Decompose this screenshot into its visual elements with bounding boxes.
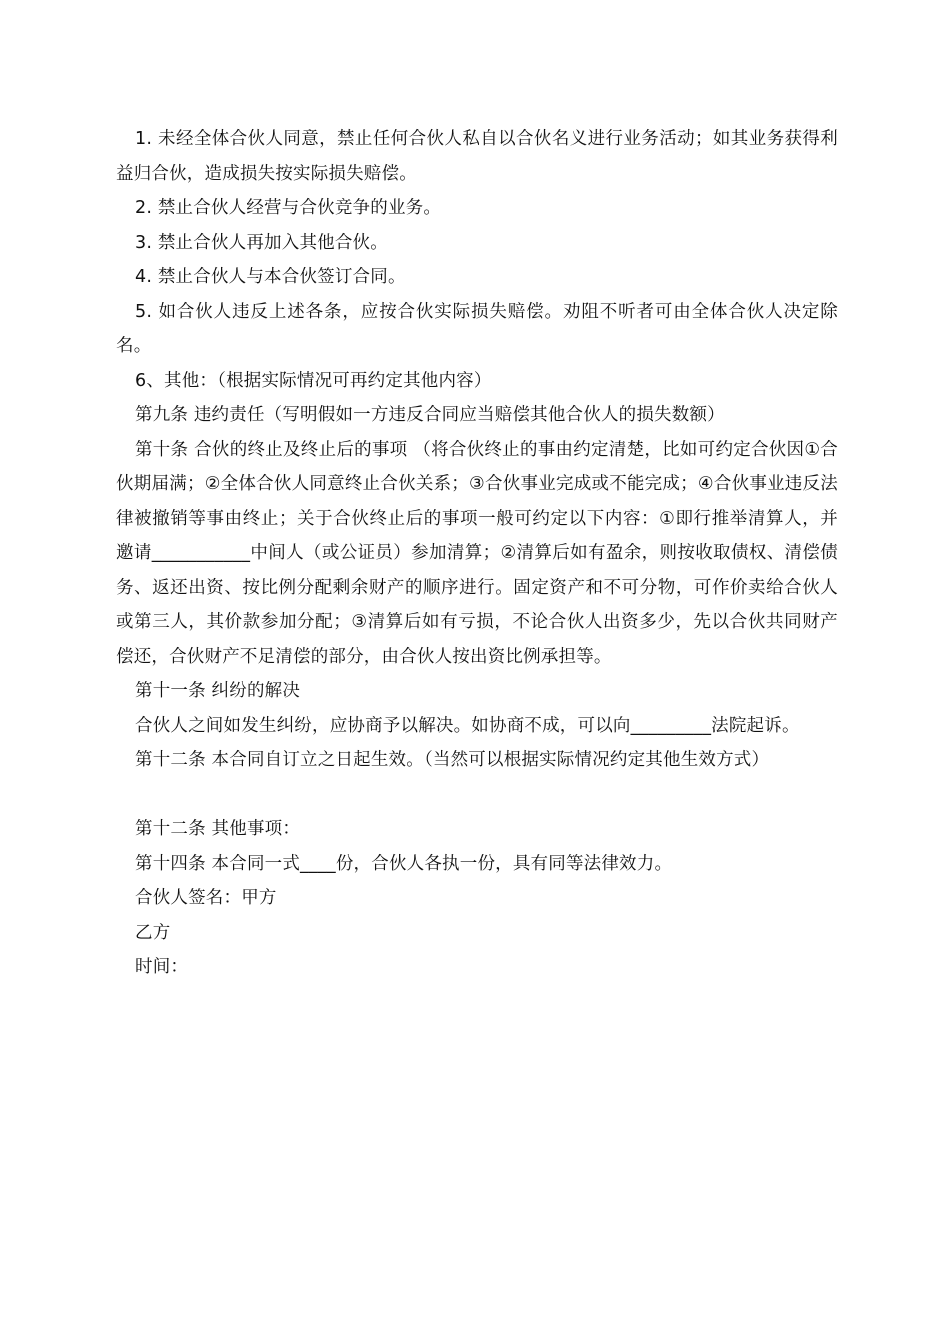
document-body [116,122,838,985]
clause-item-6: 6、其他：（根据实际情况可再约定其他内容） [135,370,492,391]
article-11-dispute-text: 合伙人之间如发生纠纷，应协商予以解决。如协商不成，可以向_________法院起诉。 [135,715,800,736]
clause-item-4: 4. 禁止合伙人与本合伙签订合同。 [135,267,406,287]
article-14-copies: 第十四条 本合同一式____份，合伙人各执一份，具有同等法律效力。 [135,853,673,874]
article-12-other-matters: 第十二条 其他事项： [135,819,301,839]
signature-party-a: 合伙人签名：甲方 [135,888,277,908]
clause-item-1: 1. 未经全体合伙人同意，禁止任何合伙人私自以合伙名义进行业务活动；如其业务获得利益归合伙，造成损失按实际损失赔偿。 [116,129,838,184]
article-9-breach-liability: 第九条 违约责任（写明假如一方违反合同应当赔偿其他合伙人的损失数额） [135,405,725,425]
clause-item-2: 2. 禁止合伙人经营与合伙竞争的业务。 [135,198,442,218]
signature-date: 时间： [135,957,189,977]
signature-party-b: 乙方 [135,922,171,943]
blank-line [116,778,838,813]
article-12-effective: 第十二条 本合同自订立之日起生效。（当然可以根据实际情况约定其他生效方式） [135,750,770,770]
article-11-heading: 第十一条 纠纷的解决 [135,681,301,701]
clause-item-3: 3. 禁止合伙人再加入其他合伙。 [135,232,388,253]
article-10-termination: 第十条 合伙的终止及终止后的事项 （将合伙终止的事由约定清楚，比如可约定合伙因①合伙期届满；②全体合伙人同意终止合伙关系；③合伙事业完成或不能完成；④合伙事业违反法律被撤销等事由终止；关于合伙终止后的事项一般可约定以下内容：①即行推举清算人，并邀请___________中间人（或公证员）参加清算；②清算后如有盈余，则按收取债权、清偿债务、返还出资、按比例分配剩余财产的顺序进行。固定资产和不可分物，可作价卖给合伙人或第三人，其价款参加分配；③清算后如有亏损，不论合伙人出资多少，先以合伙共同财产偿还，合伙财产不足清偿的部分，由合伙人按出资比例承担等。 [116,439,838,667]
clause-item-5: 5. 如合伙人违反上述各条，应按合伙实际损失赔偿。劝阻不听者可由全体合伙人决定除名。 [116,301,838,356]
